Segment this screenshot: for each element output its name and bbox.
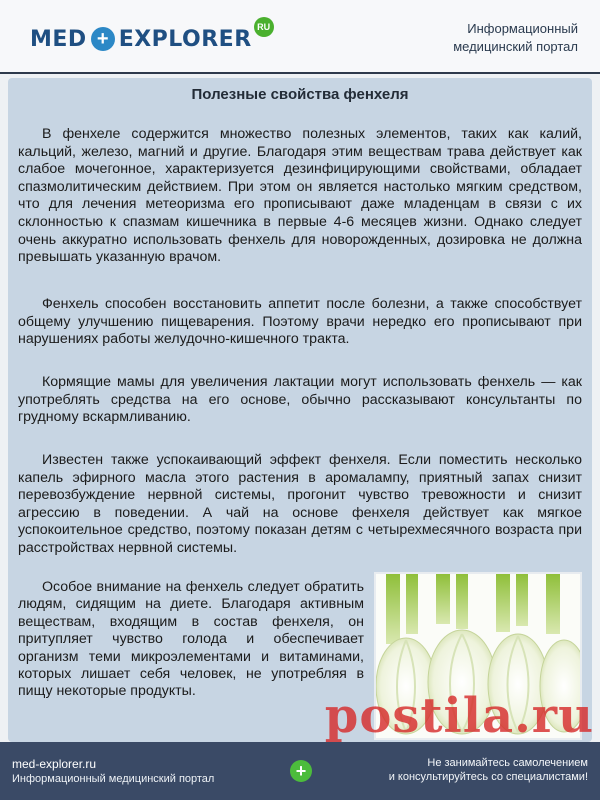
article-paragraph-4: Известен также успокаивающий эффект фенхеля. Если поместить несколько капель эфирного масла этого растения в аромалампу, приятный запах снизит перевозбуждение нервной системы, прогонит чувство тревожности и снизит агрессию в поведении. А чай на основе фенхеля действует как мягкое успокоительное средство, поэтому показан детям с четырехмесячного возраста при расстройствах нервной системы. <box>18 452 582 556</box>
article-paragraph-2: Фенхель способен восстановить аппетит после болезни, а также способствует общему улучшению пищеварения. Поэтому врачи нередко его прописывают при нарушениях работы желудочно-кишечного тракта. <box>18 296 582 348</box>
tagline-line-2: медицинский портал <box>453 39 578 54</box>
article-paragraph-1: В фенхеле содержится множество полезных элементов, таких как калий, кальций, железо, магний и другие. Благодаря этим веществам трава действует как слабое мочегонное, характеризуется дезинфицирующими свойствами, обладает спазмолитическим действием. При этом он является настолько мягким средством, что для лечения метеоризма его прописывают даже младенцам в связи с их склонностью к спазмам кишечника в первые 4-6 месяцев жизни. Однако следует очень аккуратно использовать фенхель для новорожденных, дозировка не должна превышать указанную врачом. <box>18 126 582 266</box>
footer-warning-line-2: и консультируйтесь со специалистами! <box>388 771 588 783</box>
article-panel <box>8 78 592 742</box>
article-paragraph-5: Особое внимание на фенхель следует обратить людям, сидящим на диете. Благодаря активным веществам, входящим в состав фенхеля, он притупляет чувство голода и обеспечивает организм теми микроэлементами и витаминами, которых лишает себя человек, не употребляя в пищу некоторые продукты. <box>18 579 364 700</box>
footer-warning <box>368 756 588 784</box>
logo-ru-badge: RU <box>254 17 274 37</box>
logo-med-text: MED <box>30 26 87 52</box>
logo-explorer-text: EXPLORER <box>118 26 252 52</box>
footer-site-link[interactable]: med-explorer.ru <box>12 757 97 771</box>
site-header <box>0 0 600 74</box>
article-paragraph-3: Кормящие мамы для увеличения лактации могут использовать фенхель — как употреблять средства на его основе, обычно рассказывают консультанты по грудному вскармливанию. <box>18 374 582 426</box>
article-title: Полезные свойства фенхеля <box>191 86 409 103</box>
postila-watermark: postila.ru <box>324 688 594 744</box>
site-logo[interactable] <box>30 22 274 56</box>
tagline-line-1: Информационный <box>467 21 578 36</box>
footer-description: Информационный медицинский портал <box>12 773 215 785</box>
logo-plus-icon: + <box>91 27 115 51</box>
footer-plus-icon: + <box>290 760 312 782</box>
footer-warning-line-1: Не занимайтесь самолечением <box>427 757 588 769</box>
header-tagline <box>398 20 578 56</box>
site-footer <box>0 742 600 800</box>
